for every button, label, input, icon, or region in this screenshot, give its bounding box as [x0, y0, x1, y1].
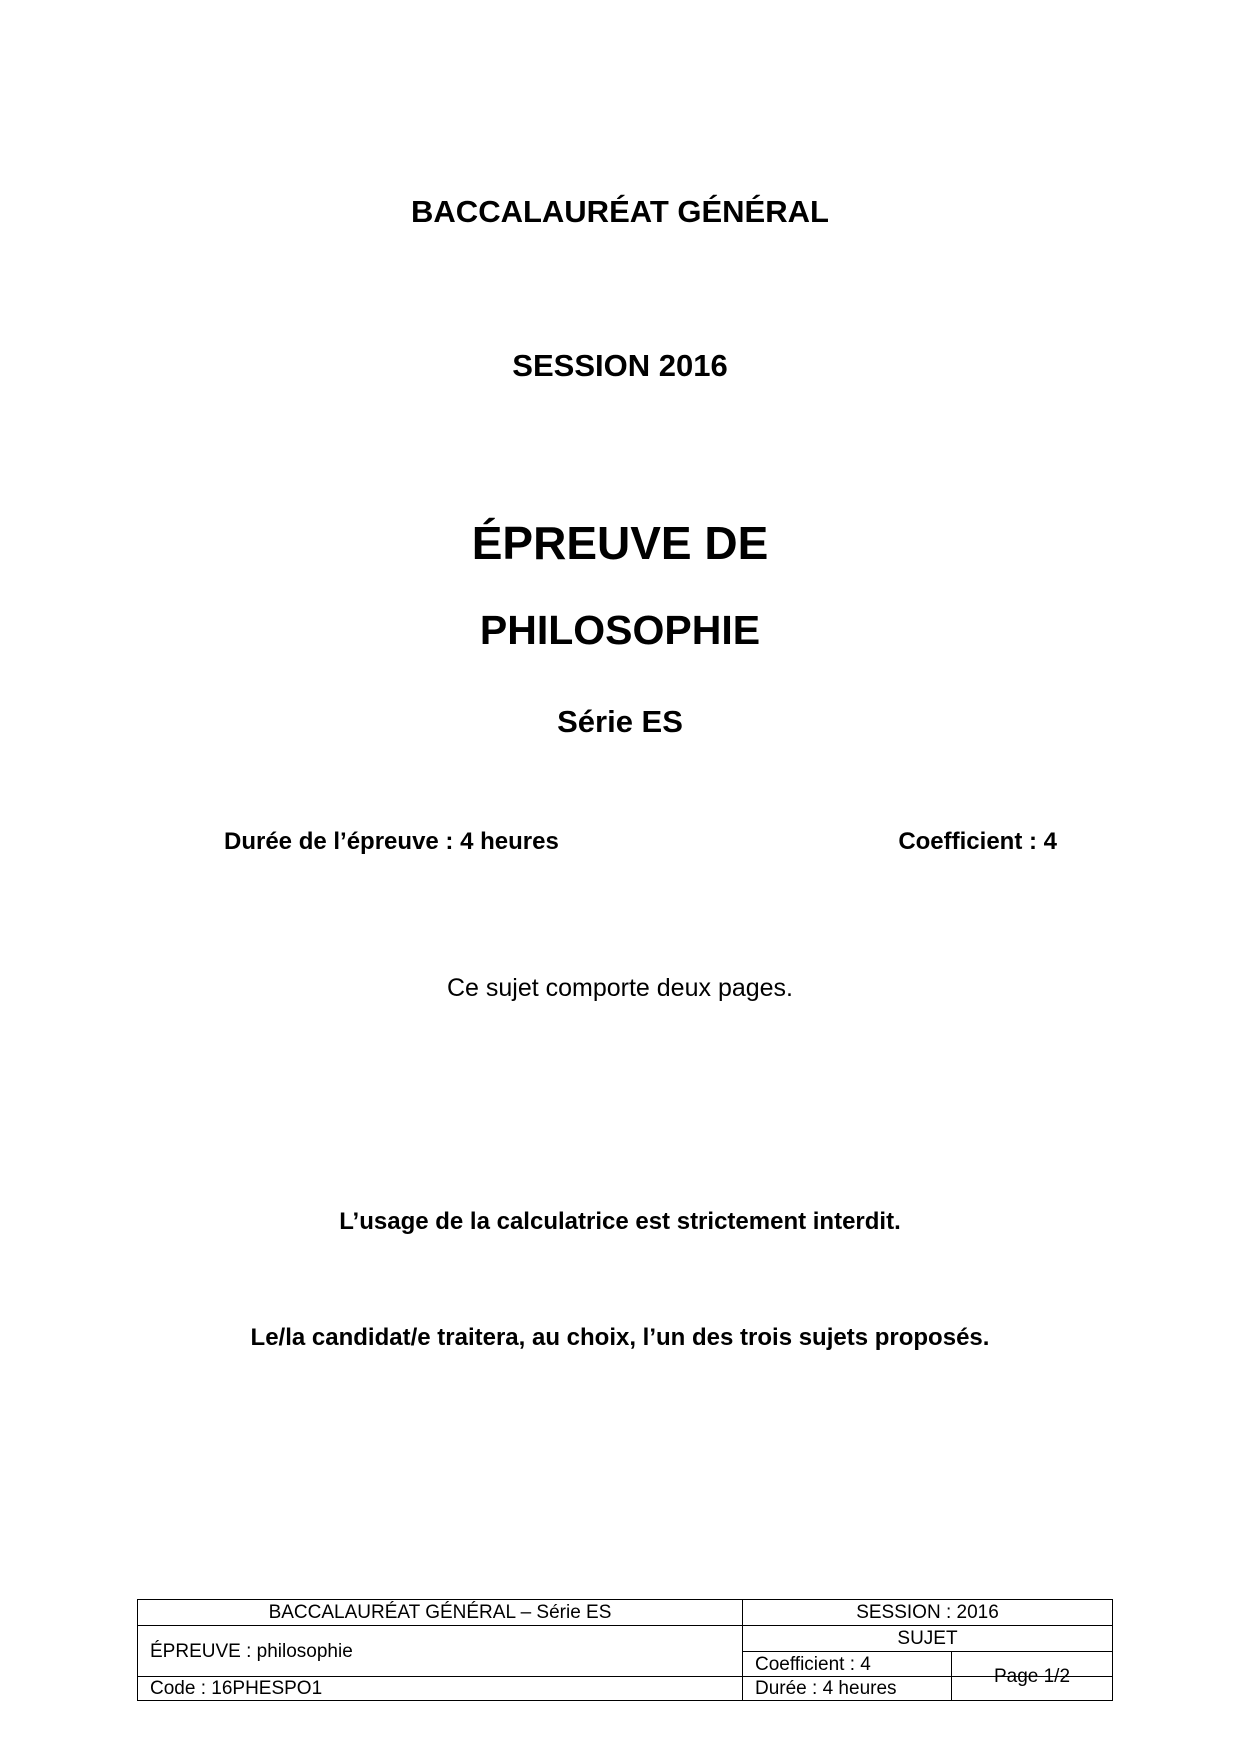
choice-note: Le/la candidat/e traitera, au choix, l’un des trois sujets proposés.: [250, 1324, 990, 1351]
footer-page-number: Page 1/2: [993, 1665, 1071, 1687]
footer-table: [137, 1599, 1113, 1701]
footer-code: Code : 16PHESPO1: [150, 1678, 323, 1699]
session-heading: SESSION 2016: [512, 348, 728, 383]
footer-duree: Durée : 4 heures: [755, 1678, 897, 1699]
footer-session: SESSION : 2016: [856, 1602, 999, 1623]
subject-heading: PHILOSOPHIE: [479, 607, 761, 653]
duration-text: Durée de l’épreuve : 4 heures: [224, 828, 559, 855]
coefficient-text: Coefficient : 4: [898, 828, 1057, 855]
pages-note: Ce sujet comporte deux pages.: [446, 974, 794, 1002]
footer-coefficient: Coefficient : 4: [755, 1653, 871, 1675]
calculator-note: L’usage de la calculatrice est strictement interdit.: [339, 1208, 901, 1235]
footer-epreuve: ÉPREUVE : philosophie: [150, 1640, 353, 1662]
serie-heading: Série ES: [557, 704, 683, 739]
footer-exam-serie: BACCALAURÉAT GÉNÉRAL – Série ES: [268, 1602, 612, 1623]
exam-type-heading: BACCALAURÉAT GÉNÉRAL: [411, 194, 829, 229]
footer-sujet: SUJET: [897, 1628, 958, 1649]
epreuve-heading: ÉPREUVE DE: [471, 517, 769, 569]
